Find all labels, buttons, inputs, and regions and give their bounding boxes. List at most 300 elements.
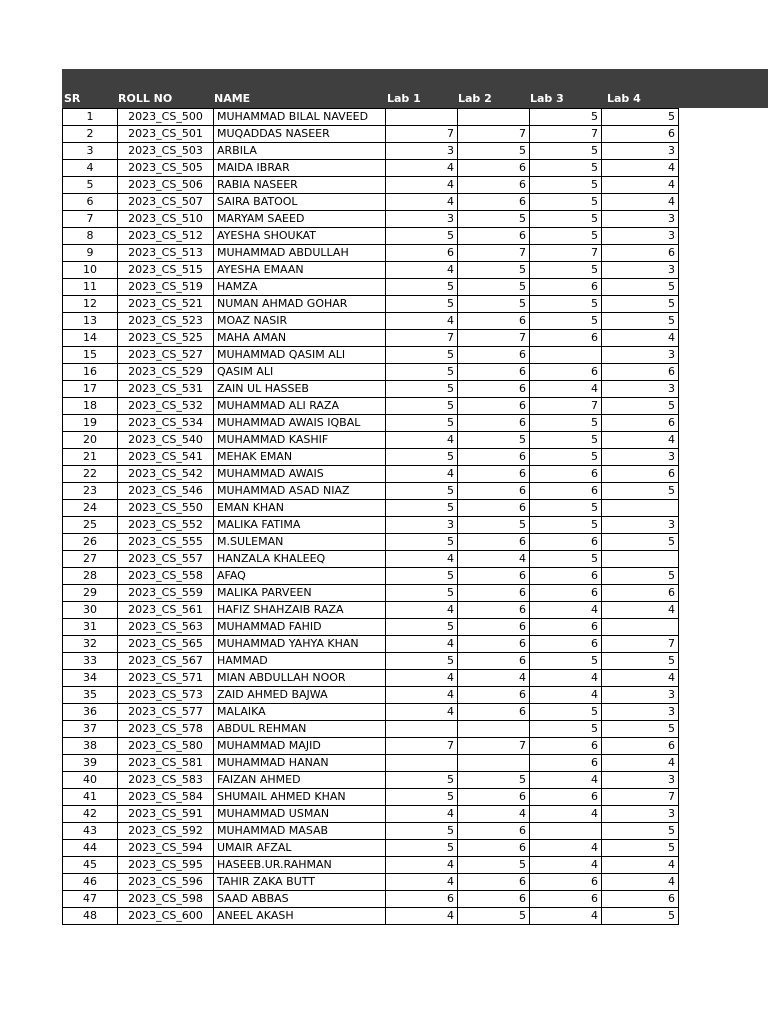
- cell-lab-1: [386, 755, 458, 772]
- cell-lab-4: 4: [602, 874, 679, 891]
- cell-lab-1: 3: [386, 143, 458, 160]
- cell-lab-2: 6: [458, 687, 530, 704]
- cell-lab-1: 5: [386, 772, 458, 789]
- cell-lab-2: 6: [458, 891, 530, 908]
- cell-sr: 39: [63, 755, 118, 772]
- cell-roll-no: 2023_CS_555: [118, 534, 214, 551]
- cell-name: M.SULEMAN: [214, 534, 386, 551]
- cell-lab-4: 5: [602, 279, 679, 296]
- cell-lab-4: [602, 551, 679, 568]
- cell-roll-no: 2023_CS_546: [118, 483, 214, 500]
- cell-name: MAHA AMAN: [214, 330, 386, 347]
- cell-lab-2: 6: [458, 466, 530, 483]
- cell-name: MUHAMMAD MASAB: [214, 823, 386, 840]
- cell-name: MUHAMMAD ASAD NIAZ: [214, 483, 386, 500]
- cell-lab-2: 6: [458, 381, 530, 398]
- cell-roll-no: 2023_CS_584: [118, 789, 214, 806]
- cell-lab-3: 5: [530, 262, 602, 279]
- table-row: [63, 721, 679, 738]
- cell-lab-3: 4: [530, 381, 602, 398]
- cell-roll-no: 2023_CS_510: [118, 211, 214, 228]
- cell-sr: 40: [63, 772, 118, 789]
- cell-sr: 18: [63, 398, 118, 415]
- table-row: [63, 415, 679, 432]
- cell-roll-no: 2023_CS_506: [118, 177, 214, 194]
- cell-lab-3: 4: [530, 687, 602, 704]
- header-roll-no: ROLL NO: [118, 92, 173, 105]
- cell-sr: 38: [63, 738, 118, 755]
- cell-sr: 34: [63, 670, 118, 687]
- cell-sr: 44: [63, 840, 118, 857]
- cell-lab-3: 6: [530, 330, 602, 347]
- cell-lab-2: 5: [458, 772, 530, 789]
- table-row: [63, 840, 679, 857]
- cell-lab-4: 4: [602, 330, 679, 347]
- table-row: [63, 823, 679, 840]
- table-row: [63, 126, 679, 143]
- cell-lab-1: 4: [386, 687, 458, 704]
- table-row: [63, 432, 679, 449]
- cell-sr: 23: [63, 483, 118, 500]
- table-row: [63, 874, 679, 891]
- cell-lab-1: 5: [386, 653, 458, 670]
- cell-lab-4: 3: [602, 381, 679, 398]
- cell-lab-3: 6: [530, 738, 602, 755]
- cell-lab-4: 5: [602, 721, 679, 738]
- marks-table-body: [63, 109, 679, 925]
- table-row: [63, 772, 679, 789]
- cell-name: ABDUL REHMAN: [214, 721, 386, 738]
- cell-lab-2: 6: [458, 840, 530, 857]
- cell-lab-3: 6: [530, 568, 602, 585]
- cell-lab-1: 4: [386, 636, 458, 653]
- cell-lab-1: 7: [386, 126, 458, 143]
- cell-roll-no: 2023_CS_561: [118, 602, 214, 619]
- cell-lab-1: 5: [386, 840, 458, 857]
- table-row: [63, 449, 679, 466]
- cell-lab-2: 6: [458, 415, 530, 432]
- cell-lab-1: 5: [386, 296, 458, 313]
- cell-lab-4: 6: [602, 466, 679, 483]
- cell-lab-1: 5: [386, 568, 458, 585]
- cell-sr: 36: [63, 704, 118, 721]
- marks-table: [62, 108, 679, 925]
- table-row: [63, 398, 679, 415]
- cell-lab-3: 6: [530, 534, 602, 551]
- cell-name: NUMAN AHMAD GOHAR: [214, 296, 386, 313]
- cell-lab-1: 5: [386, 347, 458, 364]
- cell-roll-no: 2023_CS_505: [118, 160, 214, 177]
- cell-name: RABIA NASEER: [214, 177, 386, 194]
- cell-roll-no: 2023_CS_513: [118, 245, 214, 262]
- cell-lab-4: 5: [602, 398, 679, 415]
- cell-lab-3: 5: [530, 551, 602, 568]
- cell-name: ZAID AHMED BAJWA: [214, 687, 386, 704]
- table-row: [63, 806, 679, 823]
- cell-name: SAIRA BATOOL: [214, 194, 386, 211]
- cell-lab-1: 4: [386, 874, 458, 891]
- cell-lab-3: 6: [530, 891, 602, 908]
- table-row: [63, 687, 679, 704]
- cell-lab-4: 3: [602, 772, 679, 789]
- cell-lab-2: 6: [458, 823, 530, 840]
- cell-lab-4: 3: [602, 449, 679, 466]
- table-row: [63, 347, 679, 364]
- cell-lab-3: 7: [530, 126, 602, 143]
- cell-lab-1: 5: [386, 823, 458, 840]
- cell-roll-no: 2023_CS_552: [118, 517, 214, 534]
- cell-lab-1: 4: [386, 313, 458, 330]
- cell-sr: 28: [63, 568, 118, 585]
- cell-name: QASIM ALI: [214, 364, 386, 381]
- cell-lab-4: 4: [602, 177, 679, 194]
- table-row: [63, 160, 679, 177]
- cell-lab-1: 4: [386, 602, 458, 619]
- cell-lab-1: 5: [386, 534, 458, 551]
- cell-lab-1: 5: [386, 619, 458, 636]
- cell-lab-4: 6: [602, 891, 679, 908]
- cell-lab-3: 6: [530, 279, 602, 296]
- table-row: [63, 313, 679, 330]
- cell-lab-1: 4: [386, 160, 458, 177]
- cell-sr: 4: [63, 160, 118, 177]
- cell-roll-no: 2023_CS_500: [118, 109, 214, 126]
- cell-sr: 16: [63, 364, 118, 381]
- cell-lab-1: 5: [386, 585, 458, 602]
- table-row: [63, 568, 679, 585]
- cell-roll-no: 2023_CS_595: [118, 857, 214, 874]
- cell-lab-2: 6: [458, 704, 530, 721]
- cell-lab-1: 4: [386, 670, 458, 687]
- cell-name: AFAQ: [214, 568, 386, 585]
- cell-roll-no: 2023_CS_594: [118, 840, 214, 857]
- cell-sr: 5: [63, 177, 118, 194]
- table-row: [63, 500, 679, 517]
- cell-lab-3: 4: [530, 602, 602, 619]
- cell-sr: 26: [63, 534, 118, 551]
- cell-lab-2: 4: [458, 806, 530, 823]
- header-lab-3: Lab 3: [530, 92, 564, 105]
- cell-lab-4: 4: [602, 194, 679, 211]
- cell-lab-2: 5: [458, 296, 530, 313]
- cell-lab-1: 5: [386, 364, 458, 381]
- cell-roll-no: 2023_CS_598: [118, 891, 214, 908]
- cell-lab-1: 4: [386, 857, 458, 874]
- cell-sr: 19: [63, 415, 118, 432]
- cell-lab-2: 6: [458, 653, 530, 670]
- cell-lab-3: 6: [530, 466, 602, 483]
- cell-lab-4: 3: [602, 211, 679, 228]
- cell-name: MIAN ABDULLAH NOOR: [214, 670, 386, 687]
- cell-lab-3: 6: [530, 874, 602, 891]
- cell-lab-4: 6: [602, 415, 679, 432]
- cell-lab-4: 6: [602, 738, 679, 755]
- cell-lab-4: 4: [602, 755, 679, 772]
- cell-sr: 9: [63, 245, 118, 262]
- cell-name: MUHAMMAD MAJID: [214, 738, 386, 755]
- table-row: [63, 262, 679, 279]
- cell-name: MUHAMMAD ALI RAZA: [214, 398, 386, 415]
- cell-lab-2: [458, 721, 530, 738]
- cell-name: MUQADDAS NASEER: [214, 126, 386, 143]
- cell-lab-2: 6: [458, 874, 530, 891]
- table-row: [63, 534, 679, 551]
- table-row: [63, 245, 679, 262]
- cell-name: EMAN KHAN: [214, 500, 386, 517]
- cell-roll-no: 2023_CS_591: [118, 806, 214, 823]
- cell-lab-1: 5: [386, 449, 458, 466]
- cell-lab-2: 6: [458, 449, 530, 466]
- cell-lab-1: 3: [386, 211, 458, 228]
- cell-lab-4: 4: [602, 160, 679, 177]
- cell-lab-3: 5: [530, 160, 602, 177]
- header-sr: SR: [64, 92, 81, 105]
- cell-sr: 33: [63, 653, 118, 670]
- cell-lab-4: 3: [602, 517, 679, 534]
- cell-roll-no: 2023_CS_503: [118, 143, 214, 160]
- cell-sr: 22: [63, 466, 118, 483]
- cell-name: MOAZ NASIR: [214, 313, 386, 330]
- cell-name: HAMZA: [214, 279, 386, 296]
- cell-roll-no: 2023_CS_527: [118, 347, 214, 364]
- cell-lab-3: 7: [530, 245, 602, 262]
- cell-roll-no: 2023_CS_567: [118, 653, 214, 670]
- cell-lab-3: 7: [530, 398, 602, 415]
- cell-roll-no: 2023_CS_596: [118, 874, 214, 891]
- cell-sr: 47: [63, 891, 118, 908]
- cell-roll-no: 2023_CS_580: [118, 738, 214, 755]
- cell-sr: 30: [63, 602, 118, 619]
- table-row: [63, 789, 679, 806]
- cell-sr: 25: [63, 517, 118, 534]
- cell-lab-2: 6: [458, 194, 530, 211]
- cell-lab-3: 5: [530, 211, 602, 228]
- cell-lab-1: 4: [386, 432, 458, 449]
- cell-name: MUHAMMAD QASIM ALI: [214, 347, 386, 364]
- cell-lab-1: 4: [386, 908, 458, 925]
- cell-lab-2: 6: [458, 568, 530, 585]
- cell-lab-1: 7: [386, 330, 458, 347]
- cell-lab-2: 4: [458, 551, 530, 568]
- cell-lab-4: 6: [602, 245, 679, 262]
- cell-lab-3: 5: [530, 449, 602, 466]
- cell-lab-3: 5: [530, 517, 602, 534]
- cell-name: FAIZAN AHMED: [214, 772, 386, 789]
- cell-sr: 6: [63, 194, 118, 211]
- cell-name: MALAIKA: [214, 704, 386, 721]
- table-row: [63, 619, 679, 636]
- cell-lab-4: 6: [602, 585, 679, 602]
- cell-sr: 11: [63, 279, 118, 296]
- cell-roll-no: 2023_CS_525: [118, 330, 214, 347]
- cell-roll-no: 2023_CS_515: [118, 262, 214, 279]
- cell-sr: 20: [63, 432, 118, 449]
- cell-sr: 31: [63, 619, 118, 636]
- cell-lab-2: [458, 755, 530, 772]
- cell-lab-3: 5: [530, 704, 602, 721]
- cell-lab-2: 6: [458, 177, 530, 194]
- cell-roll-no: 2023_CS_559: [118, 585, 214, 602]
- cell-lab-1: 5: [386, 279, 458, 296]
- cell-lab-4: 3: [602, 262, 679, 279]
- cell-lab-1: 4: [386, 177, 458, 194]
- cell-lab-4: 4: [602, 670, 679, 687]
- cell-sr: 14: [63, 330, 118, 347]
- table-row: [63, 908, 679, 925]
- cell-name: MUHAMMAD USMAN: [214, 806, 386, 823]
- cell-sr: 32: [63, 636, 118, 653]
- cell-lab-4: 6: [602, 126, 679, 143]
- cell-roll-no: 2023_CS_512: [118, 228, 214, 245]
- cell-lab-3: 4: [530, 908, 602, 925]
- cell-lab-2: 6: [458, 534, 530, 551]
- cell-lab-1: 4: [386, 551, 458, 568]
- cell-name: MUHAMMAD YAHYA KHAN: [214, 636, 386, 653]
- cell-name: MALIKA FATIMA: [214, 517, 386, 534]
- cell-name: MEHAK EMAN: [214, 449, 386, 466]
- cell-lab-3: 5: [530, 313, 602, 330]
- cell-lab-2: 6: [458, 789, 530, 806]
- cell-roll-no: 2023_CS_501: [118, 126, 214, 143]
- cell-roll-no: 2023_CS_550: [118, 500, 214, 517]
- cell-sr: 15: [63, 347, 118, 364]
- cell-lab-4: 3: [602, 143, 679, 160]
- cell-lab-3: 4: [530, 806, 602, 823]
- cell-roll-no: 2023_CS_577: [118, 704, 214, 721]
- cell-name: MUHAMMAD HANAN: [214, 755, 386, 772]
- table-row: [63, 653, 679, 670]
- cell-roll-no: 2023_CS_521: [118, 296, 214, 313]
- cell-sr: 17: [63, 381, 118, 398]
- cell-lab-2: 6: [458, 483, 530, 500]
- cell-roll-no: 2023_CS_557: [118, 551, 214, 568]
- table-row: [63, 109, 679, 126]
- cell-lab-3: 4: [530, 670, 602, 687]
- cell-roll-no: 2023_CS_523: [118, 313, 214, 330]
- cell-roll-no: 2023_CS_542: [118, 466, 214, 483]
- table-row: [63, 279, 679, 296]
- cell-lab-2: 6: [458, 636, 530, 653]
- cell-lab-3: 5: [530, 653, 602, 670]
- cell-name: HAMMAD: [214, 653, 386, 670]
- cell-lab-4: 3: [602, 347, 679, 364]
- cell-sr: 43: [63, 823, 118, 840]
- cell-sr: 37: [63, 721, 118, 738]
- cell-sr: 46: [63, 874, 118, 891]
- cell-roll-no: 2023_CS_573: [118, 687, 214, 704]
- cell-lab-4: 5: [602, 313, 679, 330]
- cell-lab-2: 7: [458, 245, 530, 262]
- table-row: [63, 483, 679, 500]
- cell-roll-no: 2023_CS_578: [118, 721, 214, 738]
- table-row: [63, 857, 679, 874]
- cell-lab-4: 5: [602, 534, 679, 551]
- cell-lab-4: 3: [602, 228, 679, 245]
- table-row: [63, 330, 679, 347]
- cell-name: SHUMAIL AHMED KHAN: [214, 789, 386, 806]
- cell-lab-3: 5: [530, 228, 602, 245]
- cell-lab-2: 5: [458, 908, 530, 925]
- cell-roll-no: 2023_CS_592: [118, 823, 214, 840]
- cell-lab-2: 6: [458, 160, 530, 177]
- table-row: [63, 211, 679, 228]
- cell-lab-2: 7: [458, 126, 530, 143]
- cell-lab-3: [530, 823, 602, 840]
- table-row: [63, 585, 679, 602]
- cell-name: HAFIZ SHAHZAIB RAZA: [214, 602, 386, 619]
- cell-sr: 42: [63, 806, 118, 823]
- header-lab-2: Lab 2: [458, 92, 492, 105]
- table-row: [63, 517, 679, 534]
- cell-roll-no: 2023_CS_532: [118, 398, 214, 415]
- cell-name: MUHAMMAD AWAIS IQBAL: [214, 415, 386, 432]
- cell-sr: 24: [63, 500, 118, 517]
- cell-lab-3: 5: [530, 296, 602, 313]
- header-lab-1: Lab 1: [387, 92, 421, 105]
- cell-roll-no: 2023_CS_519: [118, 279, 214, 296]
- cell-lab-3: 6: [530, 585, 602, 602]
- cell-lab-4: 7: [602, 636, 679, 653]
- table-row: [63, 194, 679, 211]
- table-row: [63, 891, 679, 908]
- cell-lab-1: [386, 109, 458, 126]
- cell-lab-4: 5: [602, 908, 679, 925]
- cell-name: MUHAMMAD FAHID: [214, 619, 386, 636]
- table-row: [63, 143, 679, 160]
- cell-name: HANZALA KHALEEQ: [214, 551, 386, 568]
- cell-lab-4: 4: [602, 602, 679, 619]
- cell-lab-4: 5: [602, 840, 679, 857]
- table-row: [63, 177, 679, 194]
- cell-lab-3: 5: [530, 721, 602, 738]
- cell-name: ZAIN UL HASSEB: [214, 381, 386, 398]
- cell-lab-3: 5: [530, 177, 602, 194]
- cell-lab-2: 5: [458, 432, 530, 449]
- cell-lab-4: 3: [602, 704, 679, 721]
- cell-lab-1: 5: [386, 228, 458, 245]
- cell-sr: 13: [63, 313, 118, 330]
- cell-lab-3: 5: [530, 143, 602, 160]
- cell-sr: 21: [63, 449, 118, 466]
- cell-lab-2: 4: [458, 670, 530, 687]
- cell-lab-3: 6: [530, 364, 602, 381]
- cell-sr: 41: [63, 789, 118, 806]
- cell-name: MAIDA IBRAR: [214, 160, 386, 177]
- cell-lab-2: 6: [458, 619, 530, 636]
- cell-lab-3: 4: [530, 857, 602, 874]
- cell-lab-4: [602, 619, 679, 636]
- cell-lab-1: 4: [386, 194, 458, 211]
- cell-lab-4: 4: [602, 432, 679, 449]
- cell-roll-no: 2023_CS_571: [118, 670, 214, 687]
- cell-lab-2: 6: [458, 228, 530, 245]
- cell-name: MALIKA PARVEEN: [214, 585, 386, 602]
- cell-lab-4: 4: [602, 857, 679, 874]
- cell-lab-1: 4: [386, 466, 458, 483]
- header-lab-4: Lab 4: [607, 92, 641, 105]
- cell-lab-3: 4: [530, 840, 602, 857]
- cell-lab-3: 5: [530, 109, 602, 126]
- cell-lab-2: 6: [458, 364, 530, 381]
- table-row: [63, 228, 679, 245]
- table-row: [63, 296, 679, 313]
- cell-lab-3: 6: [530, 755, 602, 772]
- table-row: [63, 704, 679, 721]
- table-row: [63, 381, 679, 398]
- cell-lab-1: 4: [386, 806, 458, 823]
- cell-lab-3: 6: [530, 636, 602, 653]
- cell-name: AYESHA SHOUKAT: [214, 228, 386, 245]
